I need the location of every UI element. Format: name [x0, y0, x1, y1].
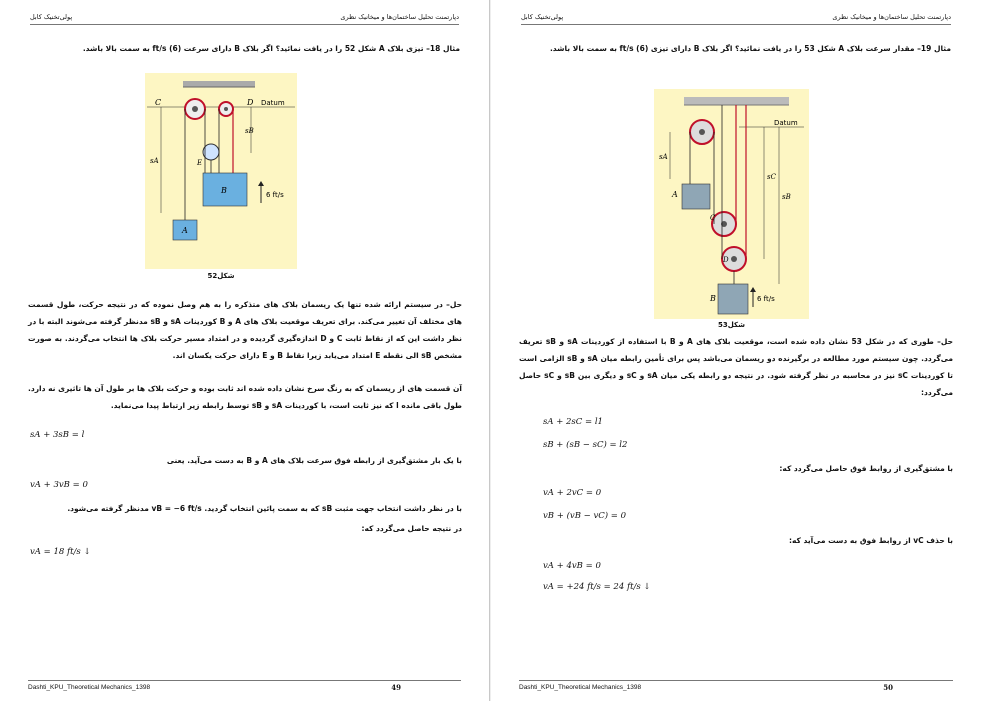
figure-53-drawing	[654, 89, 809, 319]
label-B: B	[710, 294, 716, 303]
page-number: 50	[883, 683, 893, 692]
figure-52-caption: شکل52	[207, 272, 235, 280]
solution-paragraph-1: حل– در سیستم ارائه شده تنها یک ریسمان بلاک های متذکره را به هم وصل نموده که در نتیجه حرکت، طول قسمت های مختلف آن تغییر می‌کند. برای تعریف موقعیت بلاک های A و B کوردینات sA و sB مدنظر گرفته می‌شوند البته با در نظر داشت این که از نقاط ثابت C و D اندازه‌گیری گردیده و در امتداد مسیر حرکت بلاک ها انتخاب می‌گردند. به صورت مشخص sB الی نقطه E امتداد می‌یابد زیرا نقاط B و E دارای حرکت یکسان اند.	[28, 300, 463, 360]
label-A: A	[182, 226, 188, 235]
header-department: دپارتمنت تحلیل ساختمان‌ها و میخانیک نظری	[832, 13, 951, 21]
page-header	[30, 13, 459, 25]
label-D: D	[723, 256, 729, 264]
footer-document-name: Dashti_KPU_Theoretical Mechanics_1398	[28, 684, 151, 691]
label-sA: sA	[659, 153, 668, 161]
equation-2: sB + (sB − sC) = l2	[543, 440, 628, 450]
elimination-text: با حذف vC از روابط فوق به دست می‌آید که:	[789, 536, 953, 545]
equation-position: sA + 3sB = l	[30, 430, 85, 440]
label-C: C	[710, 214, 716, 222]
equation-velocity: vA + 3vB = 0	[30, 480, 88, 490]
solution-paragraph: حل– طوری که در شکل 53 نشان داده شده است، موقعیت بلاک های A و B با استفاده از کوردینات sA و sB تعریف می‌گردد. چون سیستم مورد مطالعه در برگیرنده دو ریسمان می‌باشد پس برای تأمین رابطه میان sA و sB الزامی است تا کوردینات sC نیز در محاسبه در نظر گرفته شود. در نتیجه دو رابطه یکی میان sA و sC و دیگری بین sB و sC حاصل می‌گردد:	[519, 337, 953, 397]
page-50	[491, 0, 981, 701]
example-19-title: مثال 19– مقدار سرعت بلاک A شکل 53 را در یافت نمائید؟ اگر بلاک B دارای تیزی (6) ft/s به سمت بالا باشد.	[549, 44, 951, 53]
footer-document-name: Dashti_KPU_Theoretical Mechanics_1398	[519, 684, 642, 691]
label-speed: 6 ft/s	[266, 191, 284, 199]
page-footer	[28, 680, 461, 692]
label-E: E	[197, 159, 203, 167]
label-B: B	[221, 186, 227, 195]
equation-1: sA + 2sC = l1	[543, 417, 603, 427]
label-datum: Datum	[261, 99, 285, 107]
figure-52-drawing	[145, 73, 297, 269]
solution-paragraph-2: آن قسمت های از ریسمان که به رنگ سرخ نشان داده شده اند ثابت بوده و حرکت بلاک ها بر طول آن ها تاثیری نه دارد. طول باقی مانده l که نیز ثابت است، با کوردینات sA و sB توسط رابطه زیر ارتباط پیدا می‌نماید.	[28, 384, 462, 410]
result-intro: در نتیجه حاصل می‌گردد که:	[361, 524, 462, 533]
header-institution: پولی‌تخنیک کابل	[521, 13, 564, 21]
header-institution: پولی‌تخنیک کابل	[30, 13, 73, 21]
label-C: C	[155, 98, 162, 107]
equation-result: vA = 18 ft/s ↓	[30, 547, 91, 557]
figure-52	[145, 73, 297, 269]
page-footer	[519, 680, 953, 692]
derivative-text: با یک بار مشتق‌گیری از رابطه فوق سرعت بلاک های A و B به دست می‌آید. یعنی	[166, 456, 462, 465]
label-sB: sB	[782, 193, 791, 201]
page-49	[0, 0, 490, 701]
label-sC: sC	[767, 173, 776, 181]
derivative-text: با مشتق‌گیری از روابط فوق حاصل می‌گردد که:	[779, 464, 953, 473]
page-header	[521, 13, 951, 25]
equation-result: vA = +24 ft/s = 24 ft/s ↓	[543, 582, 651, 592]
figure-53	[654, 89, 809, 319]
header-department: دپارتمنت تحلیل ساختمان‌ها و میخانیک نظری	[340, 13, 459, 21]
label-datum: Datum	[774, 119, 798, 127]
label-speed: 6 ft/s	[757, 295, 775, 303]
direction-text: با در نظر داشت انتخاب جهت مثبت sB که به سمت پائین انتخاب گردید. vB = −6 ft/s مدنظر گرفته می‌شود.	[67, 504, 462, 513]
figure-53-caption: شکل53	[718, 321, 745, 329]
example-18-title: مثال 18– تیزی بلاک A شکل 52 را در یافت نمائید؟ اگر بلاک B دارای سرعت (6) ft/s به سمت بالا باشد.	[82, 44, 460, 53]
equation-4: vB + (vB − vC) = 0	[543, 511, 627, 521]
equation-5: vA + 4vB = 0	[543, 561, 601, 571]
label-A: A	[672, 190, 678, 199]
label-D: D	[247, 98, 254, 107]
equation-3: vA + 2vC = 0	[543, 488, 602, 498]
label-sA: sA	[150, 157, 159, 165]
page-number: 49	[391, 683, 401, 692]
label-sB: sB	[245, 127, 254, 135]
